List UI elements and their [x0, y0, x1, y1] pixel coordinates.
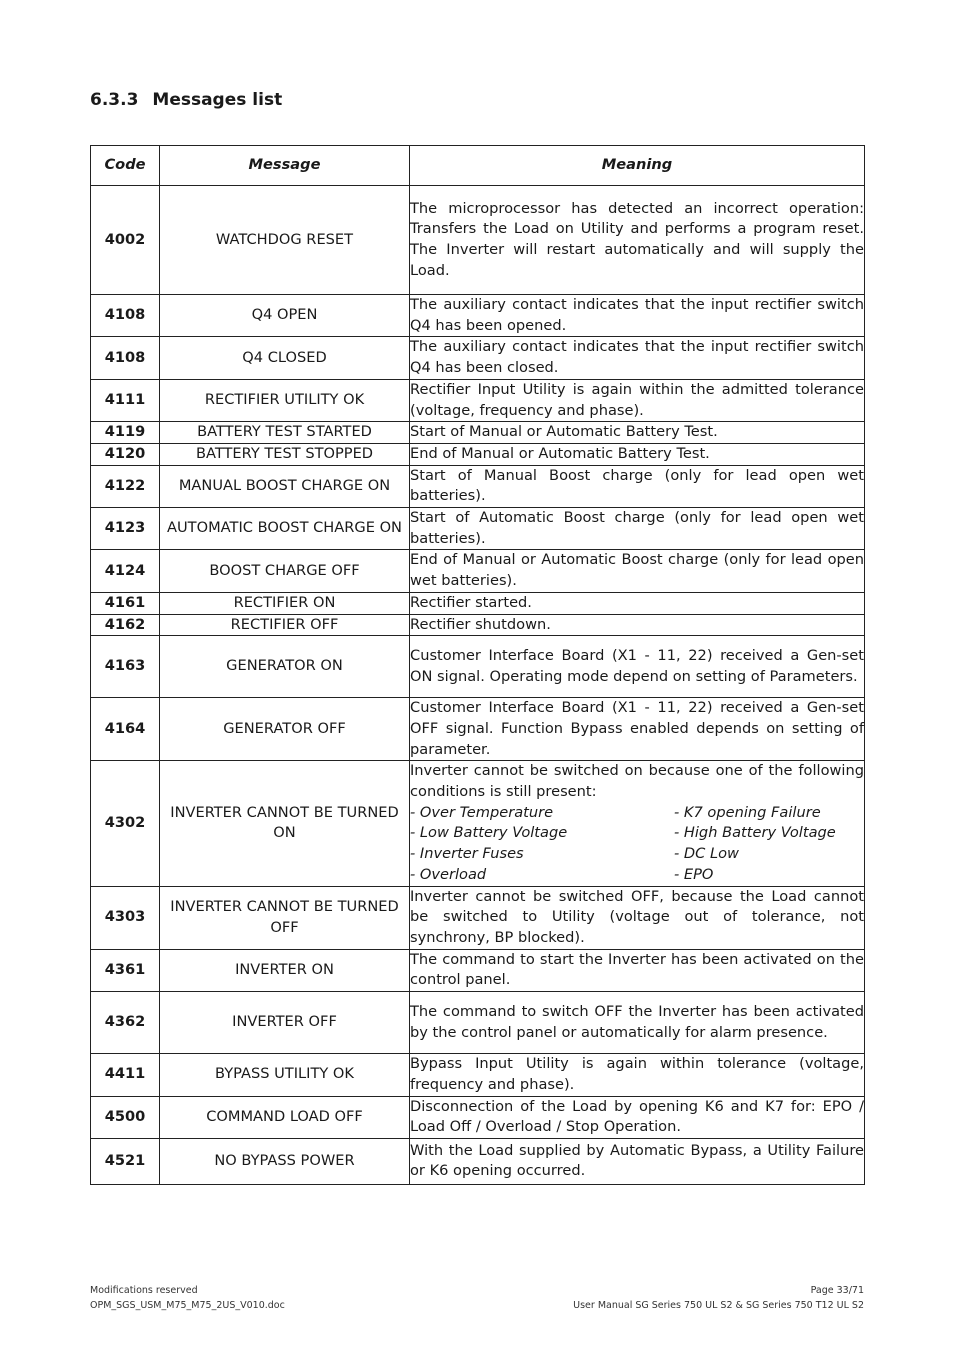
row-code: 4111	[91, 379, 160, 421]
row-meaning-text: Start of Manual Boost charge (only for lead open wet batteries).	[410, 466, 864, 505]
section-number: 6.3.3	[90, 90, 139, 110]
row-meaning-text: End of Manual or Automatic Boost charge (only for lead open wet batteries).	[410, 551, 864, 590]
condition-item: - DC Low	[674, 845, 739, 863]
table-row	[91, 443, 865, 465]
row-meaning	[410, 886, 865, 949]
row-meaning	[410, 1138, 865, 1184]
row-message: Q4 CLOSED	[160, 337, 410, 379]
row-meaning-text: Bypass Input Utility is again within tolerance (voltage, frequency and phase).	[410, 1055, 864, 1093]
footer-right	[573, 1283, 864, 1313]
condition-item: - Low Battery Voltage	[410, 824, 568, 842]
footer-modifications: Modifications reserved	[90, 1285, 198, 1296]
row-meaning-text: With the Load supplied by Automatic Bypass, a Utility Failure or K6 opening occurred.	[410, 1141, 864, 1180]
row-meaning	[410, 465, 865, 507]
table-row	[91, 550, 865, 592]
row-message: AUTOMATIC BOOST CHARGE ON	[160, 508, 410, 550]
footer-page-number: Page 33/71	[810, 1285, 864, 1296]
row-code: 4164	[91, 698, 160, 761]
row-code: 4163	[91, 636, 160, 698]
row-meaning-text: Inverter cannot be switched on because one of the following conditions is still present:	[410, 762, 864, 801]
row-message: RECTIFIER OFF	[160, 614, 410, 636]
row-message: NO BYPASS POWER	[160, 1138, 410, 1184]
row-message: GENERATOR OFF	[160, 698, 410, 761]
row-message: INVERTER ON	[160, 949, 410, 991]
row-message: RECTIFIER UTILITY OK	[160, 379, 410, 421]
table-row	[91, 186, 865, 295]
row-meaning-text: The microprocessor has detected an incorrect operation: Transfers the Load on Utility and performs a program reset. The Inverter will restart automatically and will supply the Load.	[410, 199, 864, 279]
row-meaning-text: End of Manual or Automatic Battery Test.	[410, 444, 710, 462]
row-code: 4161	[91, 592, 160, 614]
row-meaning	[410, 443, 865, 465]
table-row	[91, 337, 865, 379]
row-meaning	[410, 1054, 865, 1096]
row-meaning-text: Customer Interface Board (X1 - 11, 22) received a Gen-set OFF signal. Function Bypass enabled depends on setting of parameter.	[410, 699, 864, 758]
condition-item: - K7 opening Failure	[674, 803, 821, 821]
row-message: MANUAL BOOST CHARGE ON	[160, 465, 410, 507]
row-meaning	[410, 186, 865, 295]
table-row	[91, 1096, 865, 1138]
row-meaning	[410, 422, 865, 444]
row-code: 4500	[91, 1096, 160, 1138]
table-row	[91, 886, 865, 949]
row-meaning-text: Start of Automatic Boost charge (only for lead open wet batteries).	[410, 509, 864, 547]
conditions-list	[410, 803, 864, 886]
table-row	[91, 636, 865, 698]
table-row	[91, 508, 865, 550]
row-message: RECTIFIER ON	[160, 592, 410, 614]
table-row	[91, 992, 865, 1054]
row-message: INVERTER CANNOT BE TURNED OFF	[160, 886, 410, 949]
table-row	[91, 295, 865, 337]
row-meaning	[410, 636, 865, 698]
row-meaning	[410, 337, 865, 379]
condition-item: - Inverter Fuses	[410, 845, 524, 863]
row-message: BYPASS UTILITY OK	[160, 1054, 410, 1096]
table-row	[91, 465, 865, 507]
row-meaning	[410, 698, 865, 761]
row-meaning-text: Rectifier Input Utility is again within the admitted tolerance (voltage, frequency and phase).	[410, 380, 864, 419]
row-message: BATTERY TEST STARTED	[160, 422, 410, 444]
row-meaning	[410, 1096, 865, 1138]
table-row	[91, 1138, 865, 1184]
row-code: 4108	[91, 295, 160, 337]
row-message: GENERATOR ON	[160, 636, 410, 698]
row-meaning	[410, 592, 865, 614]
condition-item: - High Battery Voltage	[674, 824, 836, 842]
row-code: 4521	[91, 1138, 160, 1184]
table-row	[91, 698, 865, 761]
row-meaning-text: The command to start the Inverter has been activated on the control panel.	[410, 950, 864, 989]
row-meaning	[410, 508, 865, 550]
condition-item: - Over Temperature	[410, 803, 554, 821]
row-code: 4119	[91, 422, 160, 444]
row-message: WATCHDOG RESET	[160, 186, 410, 295]
row-code: 4361	[91, 949, 160, 991]
section-title: Messages list	[152, 90, 283, 110]
table-row	[91, 614, 865, 636]
messages-table	[90, 145, 865, 1185]
row-message: Q4 OPEN	[160, 295, 410, 337]
condition-item: - EPO	[674, 865, 714, 883]
row-message: COMMAND LOAD OFF	[160, 1096, 410, 1138]
row-code: 4303	[91, 886, 160, 949]
condition-item: - Overload	[410, 865, 487, 883]
row-meaning	[410, 379, 865, 421]
row-meaning	[410, 295, 865, 337]
row-code: 4124	[91, 550, 160, 592]
row-meaning-text: The command to switch OFF the Inverter has been activated by the control panel or automatically for alarm presence.	[410, 1002, 864, 1041]
row-code: 4120	[91, 443, 160, 465]
table-row	[91, 422, 865, 444]
footer-manual-title: User Manual SG Series 750 UL S2 & SG Series 750 T12 UL S2	[573, 1300, 864, 1311]
row-meaning-text: Customer Interface Board (X1 - 11, 22) received a Gen-set ON signal. Operating mode depend on setting of Parameters.	[410, 647, 864, 685]
row-message: BATTERY TEST STOPPED	[160, 443, 410, 465]
row-meaning-text: Inverter cannot be switched OFF, because the Load cannot be switched to Utility (voltage out of tolerance, not synchrony, BP blocked).	[410, 887, 864, 946]
row-meaning	[410, 949, 865, 991]
table-row	[91, 949, 865, 991]
row-meaning-text: The auxiliary contact indicates that the input rectifier switch Q4 has been closed.	[410, 338, 864, 377]
header-message: Message	[160, 146, 410, 186]
table-row	[91, 1054, 865, 1096]
table-row	[91, 592, 865, 614]
row-code: 4108	[91, 337, 160, 379]
footer-document-name: OPM_SGS_USM_M75_M75_2US_V010.doc	[90, 1300, 285, 1311]
header-meaning: Meaning	[410, 146, 865, 186]
row-meaning	[410, 992, 865, 1054]
row-meaning-text: Disconnection of the Load by opening K6 and K7 for: EPO / Load Off / Overload / Stop Operation.	[410, 1097, 864, 1136]
row-meaning-text: The auxiliary contact indicates that the input rectifier switch Q4 has been opened.	[410, 296, 864, 334]
row-code: 4302	[91, 761, 160, 886]
row-code: 4411	[91, 1054, 160, 1096]
row-code: 4123	[91, 508, 160, 550]
row-meaning-text: Rectifier started.	[410, 593, 532, 611]
row-message: INVERTER OFF	[160, 992, 410, 1054]
row-message: BOOST CHARGE OFF	[160, 550, 410, 592]
table-row	[91, 761, 865, 886]
row-message: INVERTER CANNOT BE TURNED ON	[160, 761, 410, 886]
row-code: 4002	[91, 186, 160, 295]
row-meaning	[410, 761, 865, 886]
row-code: 4162	[91, 614, 160, 636]
row-meaning-text: Start of Manual or Automatic Battery Test.	[410, 423, 718, 441]
row-code: 4122	[91, 465, 160, 507]
row-meaning	[410, 614, 865, 636]
row-code: 4362	[91, 992, 160, 1054]
row-meaning	[410, 550, 865, 592]
footer-left	[90, 1283, 285, 1313]
row-meaning-text: Rectifier shutdown.	[410, 615, 551, 633]
section-heading	[90, 90, 282, 110]
table-row	[91, 379, 865, 421]
table-header-row	[91, 146, 865, 186]
header-code: Code	[91, 146, 160, 186]
